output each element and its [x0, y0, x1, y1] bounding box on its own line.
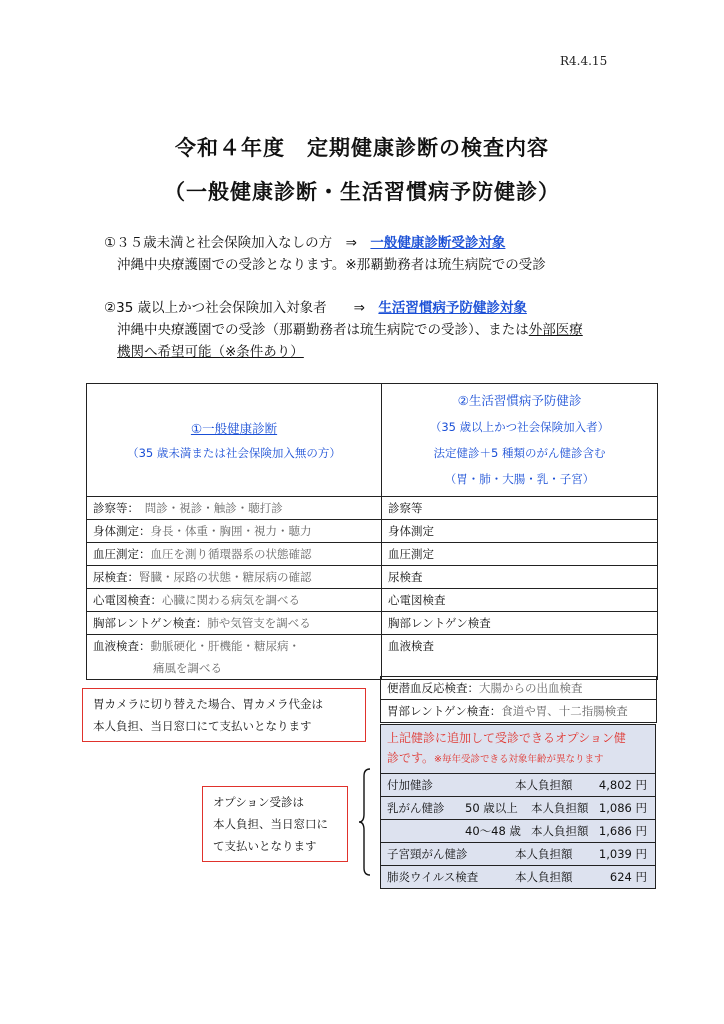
option-price: 1,039 円: [598, 847, 647, 861]
table-row: [87, 543, 658, 566]
table-cell-right: [381, 677, 657, 700]
intro-item-2-note-line2: [117, 341, 304, 363]
intro-item-1: [104, 232, 505, 254]
option-price: 624 円: [609, 870, 647, 884]
table-cell-right: 血圧測定: [382, 543, 658, 566]
row-detail-2: 痛風を調べる: [153, 661, 222, 675]
page-subtitle: （一般健康診断・生活習慣病予防健診）: [164, 180, 560, 204]
option-payment-note-box: [202, 786, 348, 862]
general-checkup-target: （35 歳未満または社会保険加入無の方）: [127, 446, 341, 460]
option-note-line1: オプション受診は: [213, 795, 304, 809]
option-header-age-note: ※毎年受診できる対象年齢が異なります: [434, 754, 604, 765]
row-label: 便潜血反応検査：: [387, 681, 479, 695]
option-row: [381, 819, 655, 842]
row-detail: 心臓に関わる病気を調べる: [162, 593, 300, 607]
intro-item-2-prefix: ②35 歳以上かつ社会保険加入対象者 ⇒: [104, 300, 379, 316]
lifestyle-checkup-link[interactable]: 生活習慣病予防健診対象: [378, 300, 527, 316]
option-row: [381, 865, 655, 888]
row-label: 血液検査：: [93, 639, 151, 653]
intro-item-1-note: 沖縄中央療護園での受診となります。※那覇勤務者は琉生病院での受診: [117, 257, 546, 273]
table-cell-right: 胸部レントゲン検査: [382, 612, 658, 635]
table-cell-right: 尿検査: [382, 566, 658, 589]
row-detail: 腎臓・尿路の状態・糖尿病の確認: [139, 570, 312, 584]
table-header-row: [87, 384, 658, 497]
table-row: [381, 700, 657, 723]
general-checkup-link[interactable]: 一般健康診断受診対象: [370, 235, 506, 251]
row-detail: 血圧を測り循環器系の状態確認: [150, 547, 312, 561]
general-checkup-title: ①一般健康診断: [190, 421, 278, 436]
table-cell-left: [87, 497, 382, 520]
external-institution-text-2: 機関へ希望可能（※条件あり）: [117, 344, 304, 360]
option-note-line3: て支払いとなります: [213, 839, 317, 853]
row-detail: 問診・視診・触診・聴打診: [133, 501, 283, 515]
option-price: 1,086 円: [598, 801, 647, 815]
extra-exam-table: [380, 676, 657, 723]
table-row: [87, 566, 658, 589]
external-institution-text: 外部医療: [528, 322, 583, 338]
option-note-line2: 本人負担、当日窓口に: [213, 817, 328, 831]
table-cell-right: 診察等: [382, 497, 658, 520]
option-name: 乳がん健診: [387, 801, 445, 815]
table-cell-left: [87, 520, 382, 543]
option-age: 40～48 歳: [465, 824, 521, 838]
row-detail: 動脈硬化・肝機能・糖尿病・: [150, 639, 300, 653]
checkup-table: [86, 383, 658, 680]
option-name: 肺炎ウイルス検査: [387, 870, 479, 884]
option-header-line1: 上記健診に追加して受診できるオプション健: [387, 731, 626, 745]
gastroscopy-note-line1: 胃カメラに切り替えた場合、胃カメラ代金は: [93, 697, 323, 711]
option-name: 子宮頸がん健診: [387, 847, 468, 861]
bracket-icon: [358, 768, 372, 876]
row-detail: 身長・体重・胸囲・視力・聴力: [150, 524, 312, 538]
lifestyle-checkup-title: ②生活習慣病予防健診: [457, 393, 582, 408]
gastroscopy-note-box: [82, 688, 366, 742]
option-cost-label: 本人負担額: [531, 824, 589, 838]
option-cost-label: 本人負担額: [515, 870, 573, 884]
option-cost-label: 本人負担額: [515, 778, 573, 792]
table-cell-left: [87, 612, 382, 635]
option-cost-label: 本人負担額: [515, 847, 573, 861]
row-label: 胃部レントゲン検査：: [387, 704, 502, 718]
intro-item-2-note: [117, 319, 583, 341]
gastroscopy-note-line2: 本人負担、当日窓口にて支払いとなります: [93, 719, 312, 733]
option-price: 4,802 円: [598, 778, 647, 792]
general-checkup-header: [87, 384, 382, 497]
row-label: 尿検査：: [93, 570, 139, 584]
table-cell-left: [87, 635, 382, 680]
option-name: 付加健診: [387, 778, 433, 792]
option-exams-header: [381, 725, 655, 773]
intro-item-2-note-a: 沖縄中央療護園での受診（那覇勤務者は琉生病院での受診）、または: [117, 322, 529, 338]
lifestyle-checkup-target: （35 歳以上かつ社会保険加入者）: [429, 420, 610, 434]
row-label: 胸部レントゲン検査：: [93, 616, 208, 630]
table-cell-right: 身体測定: [382, 520, 658, 543]
row-detail: 肺や気管支を調べる: [207, 616, 311, 630]
option-cost-label: 本人負担額: [531, 801, 589, 815]
lifestyle-checkup-organs: （胃・肺・大腸・乳・子宮）: [444, 472, 595, 486]
intro-item-1-prefix: ①３５歳未満と社会保険加入なしの方 ⇒: [104, 235, 371, 251]
document-date: R4.4.15: [560, 54, 608, 68]
table-cell-left: [87, 589, 382, 612]
option-price: 1,686 円: [598, 824, 647, 838]
row-detail: 食道や胃、十二指腸検査: [501, 704, 628, 718]
table-row: [87, 612, 658, 635]
intro-item-2: [104, 297, 527, 319]
option-row: [381, 796, 655, 819]
table-row: [381, 677, 657, 700]
option-row: [381, 842, 655, 865]
row-label: 心電図検査：: [93, 593, 162, 607]
option-row: [381, 773, 655, 796]
table-cell-left: [87, 566, 382, 589]
table-cell-left: [87, 543, 382, 566]
table-row: [87, 589, 658, 612]
table-row: [87, 520, 658, 543]
table-cell-right: [381, 700, 657, 723]
lifestyle-checkup-header: [382, 384, 658, 497]
row-label: 血圧測定：: [93, 547, 151, 561]
lifestyle-checkup-desc: 法定健診＋5 種類のがん健診含む: [433, 446, 606, 460]
row-label: 診察等：: [93, 501, 134, 515]
page-title: 令和４年度 定期健康診断の検査内容: [175, 136, 549, 160]
option-age: 50 歳以上: [465, 801, 518, 815]
row-label: 身体測定：: [93, 524, 151, 538]
row-detail: 大腸からの出血検査: [479, 681, 583, 695]
option-exams-panel: [380, 724, 656, 889]
table-row: [87, 635, 658, 680]
option-header-line2a: 診です。: [387, 751, 435, 765]
table-cell-right: 心電図検査: [382, 589, 658, 612]
table-cell-right: 血液検査: [382, 635, 658, 680]
table-row: [87, 497, 658, 520]
